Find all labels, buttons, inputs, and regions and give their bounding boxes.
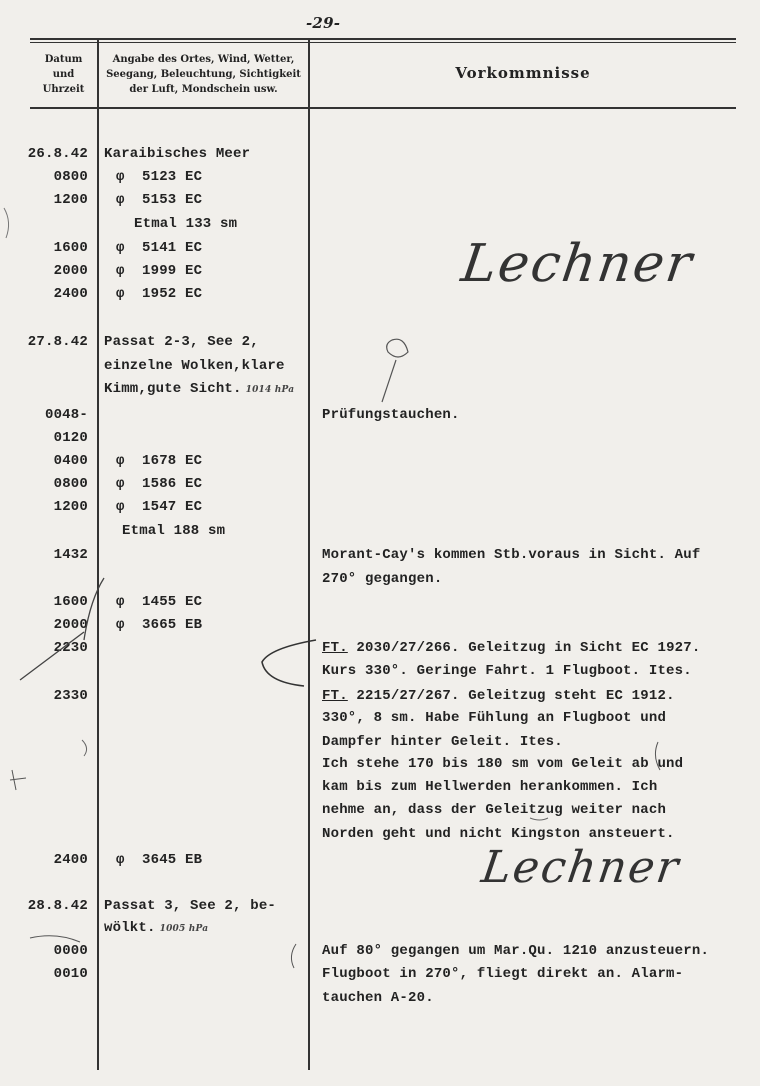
entry-time: 1600 bbox=[53, 240, 88, 256]
header-date-time bbox=[30, 52, 97, 97]
entry-location bbox=[104, 381, 294, 397]
entry-event-text: tauchen A-20. bbox=[322, 990, 434, 1006]
entry-location-text: einzelne Wolken,klare bbox=[104, 358, 285, 374]
entry-location-text: Kimm,gute Sicht. bbox=[104, 381, 242, 397]
entry-event bbox=[322, 663, 692, 679]
column-divider-1 bbox=[97, 40, 99, 1070]
entry-event-text: Auf 80° gegangen um Mar.Qu. 1210 anzusteuern. bbox=[322, 943, 710, 959]
position-symbol-icon: φ bbox=[116, 499, 125, 515]
header-col2-line: Seegang, Beleuchtung, Sichtigkeit bbox=[106, 69, 301, 80]
entry-time: 27.8.42 bbox=[27, 334, 88, 350]
entry-time: 1200 bbox=[53, 192, 88, 208]
entry-time: 0120 bbox=[53, 430, 88, 446]
entry-location bbox=[104, 920, 208, 936]
entry-time: 0000 bbox=[53, 943, 88, 959]
entry-event bbox=[322, 734, 563, 750]
entry-location-text: wölkt. bbox=[104, 920, 156, 936]
position-symbol-icon: φ bbox=[116, 453, 125, 469]
position-symbol-icon: φ bbox=[116, 240, 125, 256]
position-symbol-icon: φ bbox=[116, 263, 125, 279]
entry-location-text: Karaibisches Meer bbox=[104, 146, 251, 162]
entry-time: 1200 bbox=[53, 499, 88, 515]
entry-location bbox=[116, 286, 202, 302]
entry-event bbox=[322, 688, 675, 704]
header-top-rule bbox=[30, 38, 736, 40]
entry-location bbox=[116, 192, 202, 208]
entry-event-text: Kurs 330°. Geringe Fahrt. 1 Flugboot. Ites. bbox=[322, 663, 692, 679]
header-col2-line: der Luft, Mondschein usw. bbox=[129, 84, 278, 95]
position-symbol-icon: φ bbox=[116, 476, 125, 492]
header-col1-line: Uhrzeit bbox=[42, 84, 85, 95]
entry-time: 2400 bbox=[53, 852, 88, 868]
entry-event-text: nehme an, dass der Geleitzug weiter nach bbox=[322, 802, 667, 818]
column-divider-2 bbox=[308, 40, 310, 1070]
entry-location-text: 1547 EC bbox=[142, 499, 203, 515]
entry-location bbox=[116, 263, 202, 279]
entry-time: 28.8.42 bbox=[27, 898, 88, 914]
entry-location bbox=[116, 594, 202, 610]
entry-event bbox=[322, 826, 675, 842]
signature: Lechner bbox=[457, 234, 698, 294]
entry-location-text: Etmal 188 sm bbox=[122, 523, 226, 539]
entry-event bbox=[322, 802, 666, 818]
entry-event-text: kam bis zum Hellwerden herankommen. Ich bbox=[322, 779, 658, 795]
entry-location-text: 3665 EB bbox=[142, 617, 203, 633]
entry-location bbox=[122, 523, 225, 539]
header-col1-line: Datum bbox=[44, 54, 83, 65]
entry-event-text: 2030/27/266. Geleitzug in Sicht EC 1927. bbox=[347, 640, 701, 656]
entry-time: 0800 bbox=[53, 169, 88, 185]
position-symbol-icon: φ bbox=[116, 192, 125, 208]
entry-location-text: 5141 EC bbox=[142, 240, 203, 256]
entry-location bbox=[116, 617, 202, 633]
entry-location bbox=[116, 453, 202, 469]
entry-location-text: 1952 EC bbox=[142, 286, 203, 302]
pressure-note: 1005 hPa bbox=[159, 924, 209, 934]
entry-event bbox=[322, 756, 683, 772]
entry-event bbox=[322, 407, 460, 423]
entry-location-text: Etmal 133 sm bbox=[134, 216, 238, 232]
entry-location bbox=[116, 499, 202, 515]
entry-event-text: Prüfungstauchen. bbox=[322, 407, 460, 423]
signature: Lechner bbox=[478, 842, 684, 893]
entry-time: 26.8.42 bbox=[27, 146, 88, 162]
entry-event-text: Morant-Cay's kommen Stb.voraus in Sicht. Auf bbox=[322, 547, 701, 563]
entry-time: 0010 bbox=[53, 966, 88, 982]
entry-event bbox=[322, 571, 442, 587]
entry-event-text: Ich stehe 170 bis 180 sm vom Geleit ab und bbox=[322, 756, 684, 772]
pressure-note: 1014 hPa bbox=[245, 385, 295, 395]
entry-event bbox=[322, 943, 709, 959]
radio-message-prefix: FT. bbox=[322, 640, 348, 656]
page-number: -29- bbox=[306, 14, 341, 32]
entry-location bbox=[116, 240, 202, 256]
entry-location-text: 1586 EC bbox=[142, 476, 203, 492]
entry-location-text: Passat 2-3, See 2, bbox=[104, 334, 259, 350]
entry-event-text: 330°, 8 sm. Habe Fühlung an Flugboot und bbox=[322, 710, 667, 726]
entry-time: 0400 bbox=[53, 453, 88, 469]
entry-time: 1432 bbox=[53, 547, 88, 563]
entry-location bbox=[116, 852, 202, 868]
entry-event-text: Norden geht und nicht Kingston ansteuert. bbox=[322, 826, 675, 842]
entry-location-text: 1678 EC bbox=[142, 453, 203, 469]
entry-event bbox=[322, 710, 666, 726]
entry-location bbox=[104, 146, 250, 162]
entry-location bbox=[116, 476, 202, 492]
position-symbol-icon: φ bbox=[116, 594, 125, 610]
entry-event-text: Flugboot in 270°, fliegt direkt an. Alarm- bbox=[322, 966, 684, 982]
entry-location-text: 5123 EC bbox=[142, 169, 203, 185]
entry-location bbox=[104, 898, 276, 914]
header-col1-line: und bbox=[52, 69, 75, 80]
entry-location-text: 3645 EB bbox=[142, 852, 203, 868]
position-symbol-icon: φ bbox=[116, 169, 125, 185]
entry-time: 2230 bbox=[53, 640, 88, 656]
entry-location-text: Passat 3, See 2, be- bbox=[104, 898, 277, 914]
entry-time: 1600 bbox=[53, 594, 88, 610]
entry-time: 2000 bbox=[53, 617, 88, 633]
radio-message-prefix: FT. bbox=[322, 688, 348, 704]
entry-event bbox=[322, 547, 700, 563]
entry-time: 0800 bbox=[53, 476, 88, 492]
entry-location bbox=[116, 169, 202, 185]
entry-event-text: 2215/27/267. Geleitzug steht EC 1912. bbox=[347, 688, 675, 704]
entry-time: 2400 bbox=[53, 286, 88, 302]
entry-time: 2000 bbox=[53, 263, 88, 279]
entry-time: 0048- bbox=[44, 407, 88, 423]
entry-location-text: 1455 EC bbox=[142, 594, 203, 610]
entry-location bbox=[104, 358, 285, 374]
entry-event-text: Dampfer hinter Geleit. Ites. bbox=[322, 734, 563, 750]
entry-event-text: 270° gegangen. bbox=[322, 571, 443, 587]
entry-event bbox=[322, 990, 434, 1006]
entry-event bbox=[322, 640, 700, 656]
entry-location-text: 5153 EC bbox=[142, 192, 203, 208]
header-location-weather bbox=[99, 52, 308, 97]
entry-location bbox=[134, 216, 237, 232]
entry-time: 2330 bbox=[53, 688, 88, 704]
position-symbol-icon: φ bbox=[116, 852, 125, 868]
header-col2-line: Angabe des Ortes, Wind, Wetter, bbox=[112, 54, 295, 65]
entry-location bbox=[104, 334, 259, 350]
entry-event bbox=[322, 779, 657, 795]
entry-event bbox=[322, 966, 683, 982]
header-events: Vorkommnisse bbox=[455, 64, 591, 82]
header-top-rule-2 bbox=[30, 42, 736, 43]
entry-location-text: 1999 EC bbox=[142, 263, 203, 279]
position-symbol-icon: φ bbox=[116, 617, 125, 633]
position-symbol-icon: φ bbox=[116, 286, 125, 302]
header-bottom-rule bbox=[30, 107, 736, 109]
